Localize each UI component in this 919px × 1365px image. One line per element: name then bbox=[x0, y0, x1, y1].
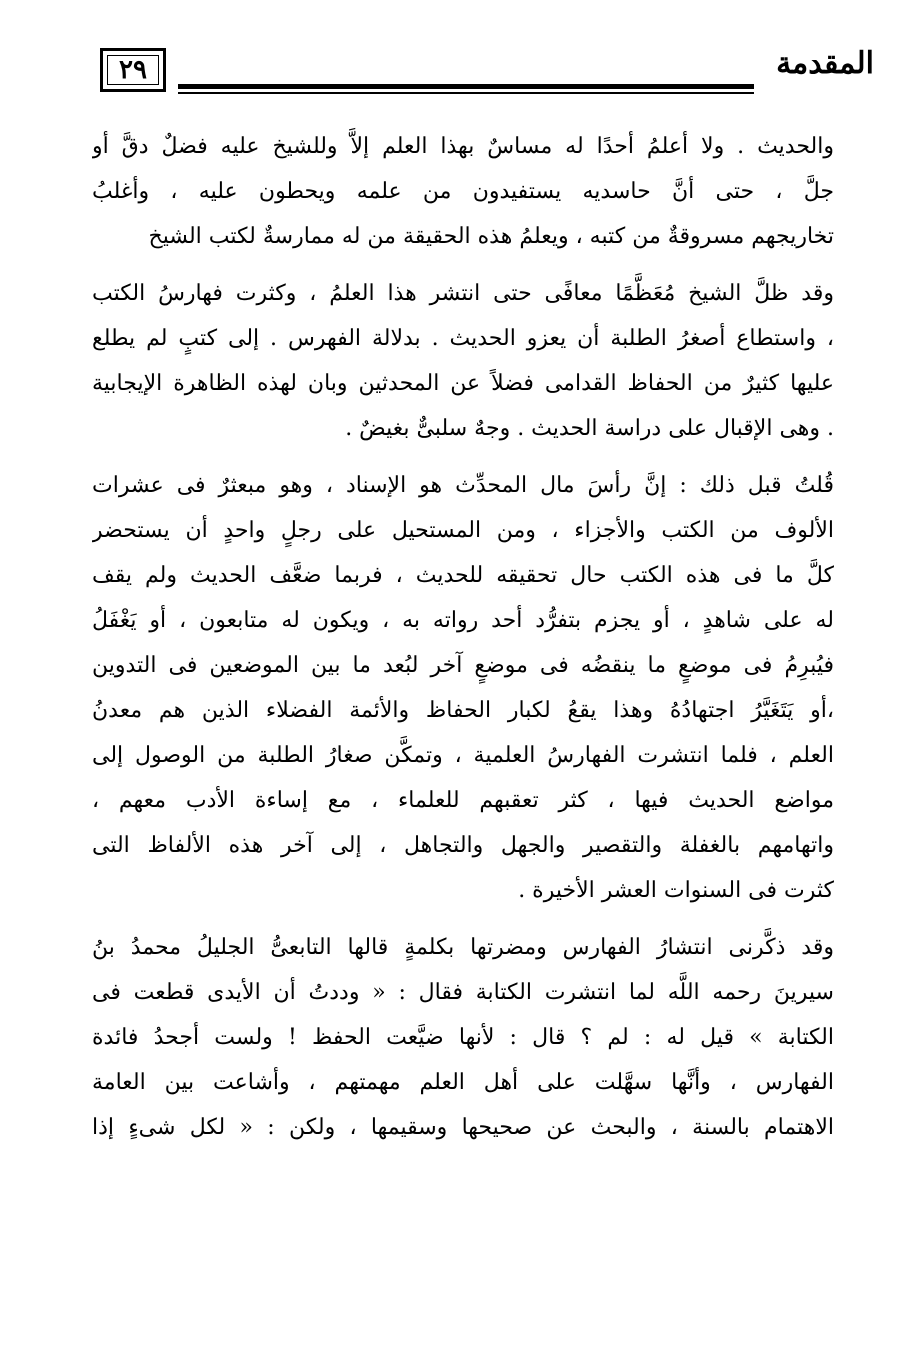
text-line: كلَّ ما فى هذه الكتب حال تحقيقه للحديث ، فربما ضعَّف الحديث ولم يقف bbox=[92, 563, 834, 588]
chapter-title: المقدمة bbox=[776, 46, 874, 81]
text-line: الألوف من الكتب والأجزاء ، ومن المستحيل على رجلٍ واحدٍ أن يستحضر bbox=[92, 518, 834, 543]
page-number-text: ٢٩ bbox=[119, 55, 147, 85]
text-line: وقد ذكَّرنى انتشارُ الفهارس ومضرتها بكلمةٍ قالها التابعىُّ الجليلُ محمدُ بنُ bbox=[92, 935, 834, 960]
text-line: وقد ظلَّ الشيخ مُعَظَّمًا معافًى حتى انتشر هذا العلمُ ، وكثرت فهارسُ الكتب bbox=[92, 281, 834, 306]
text-line: الفهارس ، وأنَّها سهَّلت على أهل العلم مهمتهم ، وأشاعت بين العامة bbox=[92, 1070, 834, 1095]
text-line: سيرينَ رحمه اللَّه لما انتشرت الكتابة فقال : « وددتُ أن الأيدى قطعت فى bbox=[92, 980, 834, 1005]
text-line: مواضع الحديث فيها ، كثر تعقبهم للعلماء ، مع إساءة الأدب معهم ، bbox=[92, 788, 834, 813]
text-line: الاهتمام بالسنة ، والبحث عن صحيحها وسقيمها ، ولكن : « لكل شىءٍ إذا bbox=[92, 1115, 834, 1140]
text-line: كثرت فى السنوات العشر الأخيرة . bbox=[518, 878, 834, 903]
text-line: له على شاهدٍ ، أو يجزم بتفرُّد أحد رواته به ، ويكون له متابعون ، أو يَغْفَلُ bbox=[92, 608, 834, 633]
text-line: واتهامهم بالغفلة والتقصير والجهل والتجاهل ، إلى آخر هذه الألفاظ التى bbox=[92, 833, 834, 858]
text-line: العلم ، فلما انتشرت الفهارسُ العلمية ، وتمكَّن صغارُ الطلبة من الوصول إلى bbox=[92, 743, 834, 768]
header-rule bbox=[178, 84, 754, 89]
text-line: جلَّ ، حتى أنَّ حاسديه يستفيدون من علمه ويحطون عليه ، وأغلبُ bbox=[92, 179, 834, 204]
text-line: . وهى الإقبال على دراسة الحديث . وجهٌ سلبىٌّ بغيضٌ . bbox=[345, 416, 834, 441]
paragraph bbox=[92, 124, 834, 259]
text-line: فيُبرِمُ فى موضعٍ ما ينقضُه فى موضعٍ آخر لبُعد ما بين الموضعين فى التدوين bbox=[92, 653, 834, 678]
paragraph bbox=[92, 271, 834, 451]
text-line: الكتابة » قيل له : لم ؟ قال : لأنها ضيَّعت الحفظ ! ولست أجحدُ فائدة bbox=[92, 1025, 834, 1050]
body-text bbox=[92, 124, 834, 1162]
page-header bbox=[94, 40, 874, 102]
text-line: تخاريجهم مسروقةٌ من كتبه ، ويعلمُ هذه الحقيقة من له ممارسةٌ لكتب الشيخ bbox=[148, 224, 834, 249]
header-rule-thin bbox=[178, 92, 754, 94]
text-line: ،أو يَتَغَيَّرُ اجتهادُهُ وهذا يقعُ لكبار الحفاظ والأئمة الفضلاء الذين هم معدنُ bbox=[92, 698, 834, 723]
paragraph bbox=[92, 925, 834, 1150]
text-line: والحديث . ولا أعلمُ أحدًا له مساسٌ بهذا العلم إلاَّ وللشيخ عليه فضلٌ دقَّ أو bbox=[92, 134, 834, 159]
page-number bbox=[100, 48, 166, 92]
paragraph bbox=[92, 463, 834, 913]
text-line: قُلتُ قبل ذلك : إنَّ رأسَ مال المحدِّث هو الإسناد ، وهو مبعثرٌ فى عشرات bbox=[92, 473, 834, 498]
text-line: عليها كثيرٌ من الحفاظ القدامى فضلاً عن المحدثين وبان لهذه الظاهرة الإيجابية bbox=[92, 371, 834, 396]
text-line: ، واستطاع أصغرُ الطلبة أن يعزو الحديث . بدلالة الفهرس . إلى كتبٍ لم يطلع bbox=[92, 326, 834, 351]
